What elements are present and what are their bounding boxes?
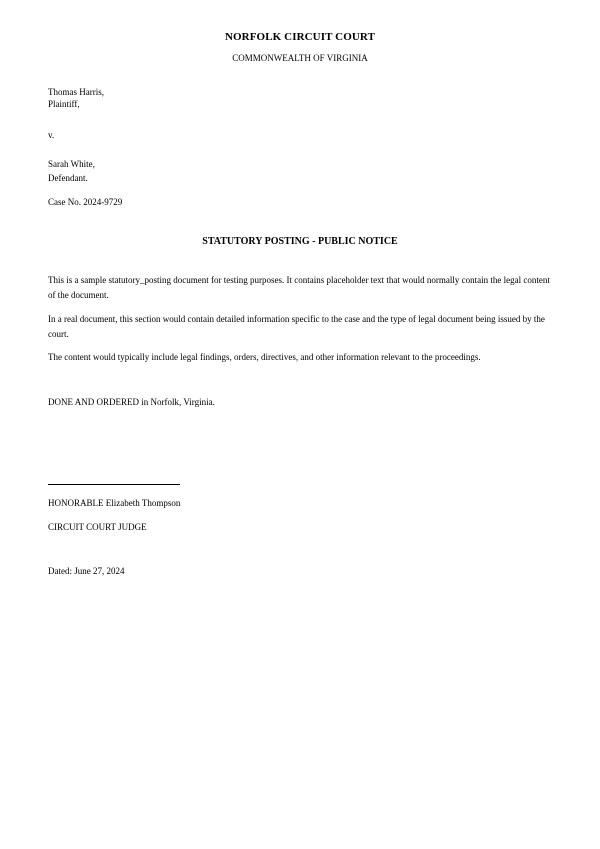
signature-line: [48, 484, 180, 485]
paragraph-2: In a real document, this section would contain detailed information specific to the case and the type of legal document being issued by the court.: [48, 314, 545, 339]
plaintiff-role: Plaintiff,: [48, 99, 80, 109]
defendant-name: Sarah White,: [48, 159, 95, 169]
order-statement: DONE AND ORDERED in Norfolk, Virginia.: [48, 397, 215, 407]
paragraph-1: This is a sample statutory_posting document for testing purposes. It contains placeholder text that would normally contain the legal content of the document.: [48, 275, 550, 300]
dated: Dated: June 27, 2024: [48, 566, 125, 576]
judge-title: CIRCUIT COURT JUDGE: [48, 522, 147, 532]
jurisdiction: COMMONWEALTH OF VIRGINIA: [232, 53, 368, 63]
case-number: Case No. 2024-9729: [48, 197, 123, 207]
judge-name: HONORABLE Elizabeth Thompson: [48, 498, 181, 508]
versus: v.: [48, 130, 55, 140]
document-title: STATUTORY POSTING - PUBLIC NOTICE: [202, 236, 398, 247]
paragraph-3: The content would typically include legal findings, orders, directives, and other information relevant to the proceedings.: [48, 352, 481, 362]
defendant-role: Defendant.: [48, 173, 88, 183]
court-name: NORFOLK CIRCUIT COURT: [224, 31, 376, 43]
plaintiff-name: Thomas Harris,: [48, 87, 104, 97]
